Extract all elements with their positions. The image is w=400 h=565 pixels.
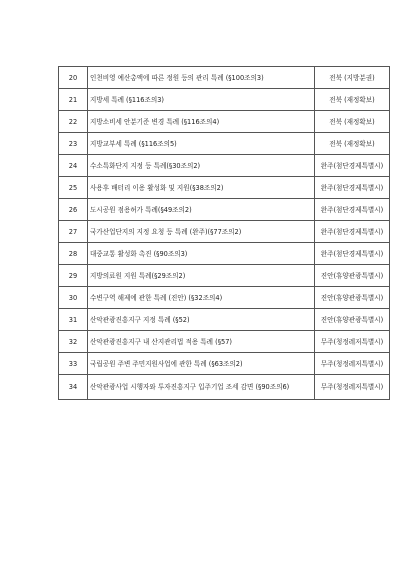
row-title: 산악관광진흥지구 지정 특례 (§52): [88, 309, 315, 331]
row-title: 지방의료원 지원 특례(§29조의2): [88, 265, 315, 287]
table-row: [59, 67, 390, 89]
table-row: [59, 331, 390, 353]
table-row: [59, 265, 390, 287]
special-provisions-table: [58, 66, 390, 400]
row-agency: 완주(첨단경제특별시): [315, 177, 390, 199]
row-number: 24: [59, 155, 88, 177]
row-agency: 전북 (재정확보): [315, 89, 390, 111]
row-title: 국가산업단지의 지정 요청 등 특례 (완주)(§77조의2): [88, 221, 315, 243]
row-agency: 무주(청정레저특별시): [315, 331, 390, 353]
row-number: 23: [59, 133, 88, 155]
table-row: [59, 353, 390, 375]
row-title: 산악관광사업 시행자와 투자진흥지구 입주기업 조세 감면 (§90조의6): [88, 375, 315, 400]
row-agency: 무주(청정레저특별시): [315, 375, 390, 400]
row-title: 지방소비세 안분기준 변경 특례 (§116조의4): [88, 111, 315, 133]
row-agency: 완주(첨단경제특별시): [315, 199, 390, 221]
row-agency: 무주(청정레저특별시): [315, 353, 390, 375]
table-row: [59, 199, 390, 221]
table-body: [59, 67, 390, 400]
row-agency: 진안(휴양관광특별시): [315, 287, 390, 309]
row-title: 대중교통 활성화 촉진 (§90조의3): [88, 243, 315, 265]
row-agency: 전북 (재정확보): [315, 111, 390, 133]
row-title: 사용후 배터리 이용 활성화 및 지원(§38조의2): [88, 177, 315, 199]
table-row: [59, 375, 390, 400]
row-title: 수소특화단지 지정 등 특례(§30조의2): [88, 155, 315, 177]
row-title: 산악관광진흥지구 내 산지관리법 적용 특례 (§57): [88, 331, 315, 353]
row-agency: 전북 (지방분권): [315, 67, 390, 89]
row-title: 지방교부세 특례 (§116조의5): [88, 133, 315, 155]
row-number: 28: [59, 243, 88, 265]
row-number: 22: [59, 111, 88, 133]
row-number: 31: [59, 309, 88, 331]
table-row: [59, 221, 390, 243]
row-title: 인천비영 예산총액에 따른 정원 등의 관리 특례 (§100조의3): [88, 67, 315, 89]
row-number: 32: [59, 331, 88, 353]
row-number: 27: [59, 221, 88, 243]
row-number: 26: [59, 199, 88, 221]
table-row: [59, 287, 390, 309]
row-number: 21: [59, 89, 88, 111]
table-row: [59, 155, 390, 177]
row-title: 지방세 특례 (§116조의3): [88, 89, 315, 111]
row-title: 수변구역 해제에 관한 특례 (진안) (§32조의4): [88, 287, 315, 309]
row-number: 29: [59, 265, 88, 287]
row-agency: 진안(휴양관광특별시): [315, 265, 390, 287]
table-row: [59, 309, 390, 331]
table-row: [59, 89, 390, 111]
row-agency: 완주(첨단경제특별시): [315, 221, 390, 243]
table-row: [59, 177, 390, 199]
row-number: 30: [59, 287, 88, 309]
row-agency: 전북 (재정확보): [315, 133, 390, 155]
table-row: [59, 243, 390, 265]
row-number: 33: [59, 353, 88, 375]
table-row: [59, 111, 390, 133]
row-title: 도시공원 점용허가 특례(§49조의2): [88, 199, 315, 221]
row-number: 25: [59, 177, 88, 199]
table-row: [59, 133, 390, 155]
row-agency: 완주(첨단경제특별시): [315, 243, 390, 265]
row-agency: 완주(첨단경제특별시): [315, 155, 390, 177]
row-number: 34: [59, 375, 88, 400]
row-title: 국립공원 주변 주민지원사업에 관한 특례 (§63조의2): [88, 353, 315, 375]
row-number: 20: [59, 67, 88, 89]
row-agency: 진안(휴양관광특별시): [315, 309, 390, 331]
